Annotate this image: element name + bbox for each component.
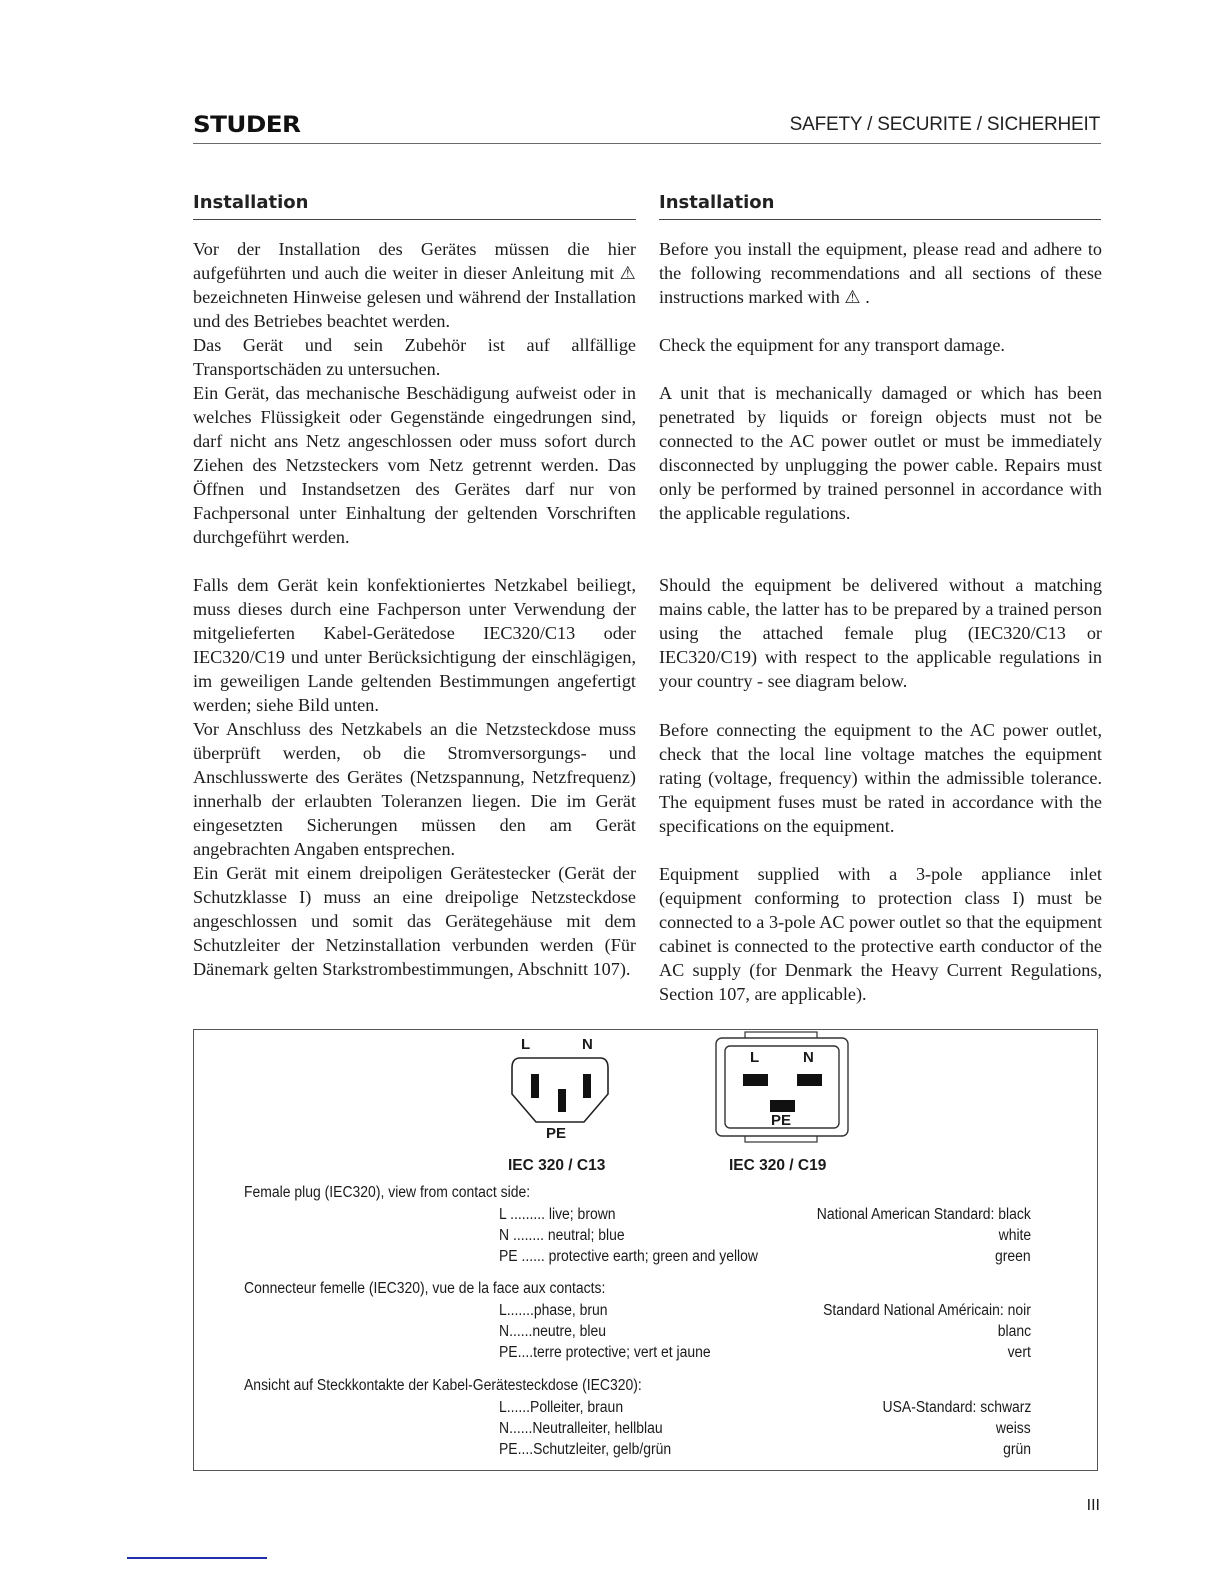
legend-german-standard-pe: grün xyxy=(1003,1441,1031,1458)
legend-french-standard-n: blanc xyxy=(997,1323,1031,1340)
legend-french-title: Connecteur femelle (IEC320), vue de la face aux contacts: xyxy=(244,1280,606,1297)
studer-logo: STUDER xyxy=(193,113,301,138)
c13-label-pe: PE xyxy=(546,1125,567,1142)
english-paragraph-4: Should the equipment be delivered without a matching mains cable, the latter has to be prepared by a trained person using the attached female plug (IEC320/C13 or IEC320/C19) with respect to the applicable regulations in your country - see diagram below. xyxy=(659,575,1102,691)
english-paragraph-3: A unit that is mechanically damaged or which has been penetrated by liquids or foreign objects must not be connected to the AC power outlet or must be immediately disconnected by unplugging the power cable. Repairs must only be performed by trained personnel in accordance with the applicable regulations. xyxy=(659,383,1102,523)
link-underline[interactable] xyxy=(127,1557,267,1559)
legend-german-row-n: N......Neutralleiter, hellblau xyxy=(499,1420,663,1437)
legend-german-standard-l: USA-Standard: schwarz xyxy=(882,1399,1031,1416)
german-paragraph-3: Ein Gerät, das mechanische Beschädigung aufweist oder in welches Flüssigkeit oder Gegenstände eingedrungen sind, darf nicht ans Netz angeschlossen oder muss sofort durch Ziehen des Netzsteckers vom Netz getrennt werden. Das Öffnen und Instandsetzen des Gerätes darf nur von Fachpersonal unter Einhaltung der geltenden Vorschriften durchgeführt werden. xyxy=(193,383,636,547)
legend-english-standard-pe: green xyxy=(995,1248,1031,1265)
german-column-2 xyxy=(193,573,636,981)
iec-c13-connector-icon xyxy=(508,1056,612,1124)
c19-label-pe: PE xyxy=(771,1112,792,1129)
header-divider xyxy=(193,143,1101,144)
section-title: SAFETY / SECURITE / SICHERHEIT xyxy=(789,114,1100,135)
english-paragraph-2: Check the equipment for any transport damage. xyxy=(659,335,1005,355)
c19-label-l: L xyxy=(750,1049,760,1066)
legend-english-title: Female plug (IEC320), view from contact side: xyxy=(244,1184,531,1201)
legend-german-standard-n: weiss xyxy=(996,1420,1031,1437)
legend-french-row-pe: PE....terre protective; vert et jaune xyxy=(499,1344,711,1361)
page-number: III xyxy=(1086,1497,1100,1514)
german-paragraph-2: Das Gerät und sein Zubehör ist auf allfällige Transportschäden zu untersuchen. xyxy=(193,335,636,379)
c13-caption: IEC 320 / C13 xyxy=(508,1157,606,1174)
legend-french-standard-l: Standard National Américain: noir xyxy=(823,1302,1031,1319)
german-paragraph-4: Falls dem Gerät kein konfektioniertes Netzkabel beiliegt, muss dieses durch eine Fachperson unter Verwendung der mitgelieferten Kabel-Gerätedose IEC320/C13 oder IEC320/C19 und unter Berücksichtigung der einschlägigen, im geweiligen Lande geltenden Bestimmungen angefertigt werden; siehe Bild unten. xyxy=(193,575,636,715)
legend-english-row-l: L ......... live; brown xyxy=(499,1206,616,1223)
legend-german-title: Ansicht auf Steckkontakte der Kabel-Gerätesteckdose (IEC320): xyxy=(244,1377,642,1394)
c19-label-n: N xyxy=(803,1049,814,1066)
german-paragraph-6: Ein Gerät mit einem dreipoligen Gerätestecker (Gerät der Schutzklasse I) muss an eine dreipolige Netzsteckdose angeschlossen und somit das Gerätegehäuse mit dem Schutzleiter der Netzinstallation verbunden werden (Für Dänemark gelten Starkstrombestimmungen, Abschnitt 107). xyxy=(193,863,636,979)
english-paragraph-6: Equipment supplied with a 3-pole appliance inlet (equipment conforming to protection class I) must be connected to a 3-pole AC power outlet so that the equipment cabinet is connected to the protective earth conductor of the AC supply (for Denmark the Heavy Current Regulations, Section 107, are applicable). xyxy=(659,864,1102,1004)
english-paragraph-1: Before you install the equipment, please read and adhere to the following recommendations and all sections of these instructions marked with ⚠ . xyxy=(659,239,1102,307)
english-heading: Installation xyxy=(659,192,775,213)
german-heading: Installation xyxy=(193,192,309,213)
c19-caption: IEC 320 / C19 xyxy=(729,1157,827,1174)
legend-german-row-l: L......Polleiter, braun xyxy=(499,1399,624,1416)
legend-french-row-n: N......neutre, bleu xyxy=(499,1323,607,1340)
english-heading-rule xyxy=(659,219,1101,220)
german-paragraph-5: Vor Anschluss des Netzkabels an die Netzsteckdose muss überprüft werden, ob die Stromversorgungs- und Anschlusswerte des Gerätes (Netzspannung, Netzfrequenz) innerhalb der erlaubten Toleranzen liegen. Die im Gerät eingesetzten Sicherungen müssen den am Gerät angebrachten Angaben entsprechen. xyxy=(193,719,636,859)
c13-label-n: N xyxy=(582,1036,593,1053)
german-paragraph-1: Vor der Installation des Gerätes müssen die hier aufgeführten und auch die weiter in dieser Anleitung mit ⚠ bezeichneten Hinweise gelesen und während der Installation und des Betriebes beachtet werden. xyxy=(193,239,636,331)
german-heading-rule xyxy=(193,219,636,220)
legend-english-row-n: N ........ neutral; blue xyxy=(499,1227,625,1244)
legend-french-row-l: L.......phase, brun xyxy=(499,1302,608,1319)
c13-label-l: L xyxy=(521,1036,531,1053)
legend-german-row-pe: PE....Schutzleiter, gelb/grün xyxy=(499,1441,672,1458)
legend-english-standard-l: National American Standard: black xyxy=(816,1206,1031,1223)
legend-english-standard-n: white xyxy=(998,1227,1031,1244)
german-column xyxy=(193,237,636,549)
legend-english-row-pe: PE ...... protective earth; green and yellow xyxy=(499,1248,758,1265)
legend-french-standard-pe: vert xyxy=(1007,1344,1031,1361)
english-paragraph-5: Before connecting the equipment to the AC power outlet, check that the local line voltage matches the equipment rating (voltage, frequency) within the admissible tolerance. The equipment fuses must be rated in accordance with the specifications on the equipment. xyxy=(659,720,1102,836)
